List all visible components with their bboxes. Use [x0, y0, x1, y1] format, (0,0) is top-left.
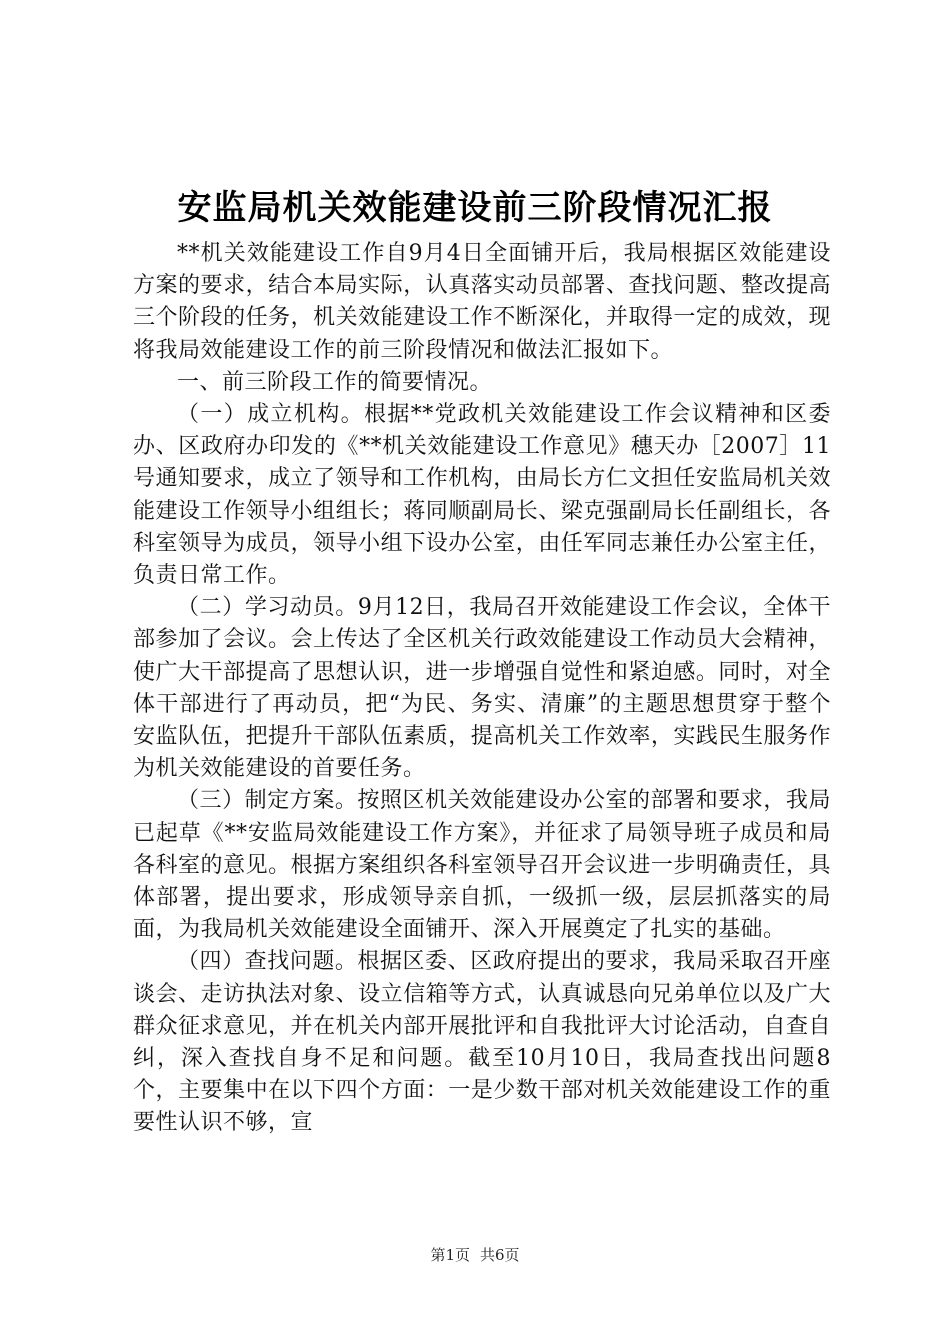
document-title: 安监局机关效能建设前三阶段情况汇报 [177, 188, 773, 228]
paragraph-section-heading: 一、前三阶段工作的简要情况。 [177, 369, 493, 395]
page-total: 共6页 [480, 1246, 520, 1264]
paragraph-establish-organization: （一）成立机构。根据**党政机关效能建设工作会议精神和区委办、区政府办印发的《**机关效能建设工作意见》穗天办［2007］11号通知要求，成立了领导和工作机构，由局长方仁文担任安监局机关效能建设工作领导小组组长；蒋同顺副局长、梁克强副局长任副组长，各科室领导为成员，领导小组下设办公室，由任军同志兼任办公室主任，负责日常工作。 [133, 402, 831, 589]
page-footer [0, 1245, 950, 1265]
page-number: 第1页 [430, 1246, 470, 1264]
paragraph-study-mobilization: （二）学习动员。9月12日，我局召开效能建设工作会议，全体干部参加了会议。会上传达了全区机关行政效能建设工作动员大会精神，使广大干部提高了思想认识，进一步增强自觉性和紧迫感。同时，对全体干部进行了再动员，把“为民、务实、清廉”的主题思想贯穿于整个安监队伍，把提升干部队伍素质，提高机关工作效率，实践民生服务作为机关效能建设的首要任务。 [133, 595, 831, 782]
paragraph-formulate-plan: （三）制定方案。按照区机关效能建设办公室的部署和要求，我局已起草《**安监局效能建设工作方案》，并征求了局领导班子成员和局各科室的意见。根据方案组织各科室领导召开会议进一步明确责任，具体部署，提出要求，形成领导亲自抓，一级抓一级，层层抓落实的局面，为我局机关效能建设全面铺开、深入开展奠定了扎实的基础。 [133, 788, 831, 943]
paragraph-intro: **机关效能建设工作自9月4日全面铺开后，我局根据区效能建设方案的要求，结合本局实际，认真落实动员部署、查找问题、整改提高三个阶段的任务，机关效能建设工作不断深化，并取得一定的成效，现将我局效能建设工作的前三阶段情况和做法汇报如下。 [133, 241, 831, 363]
paragraph-find-problems: （四）查找问题。根据区委、区政府提出的要求，我局采取召开座谈会、走访执法对象、设立信箱等方式，认真诚恳向兄弟单位以及广大群众征求意见，并在机关内部开展批评和自我批评大讨论活动，自查自纠，深入查找自身不足和问题。截至10月10日，我局查找出问题8个，主要集中在以下四个方面：一是少数干部对机关效能建设工作的重要性认识不够，宣 [133, 949, 831, 1136]
document-body [133, 238, 831, 1140]
